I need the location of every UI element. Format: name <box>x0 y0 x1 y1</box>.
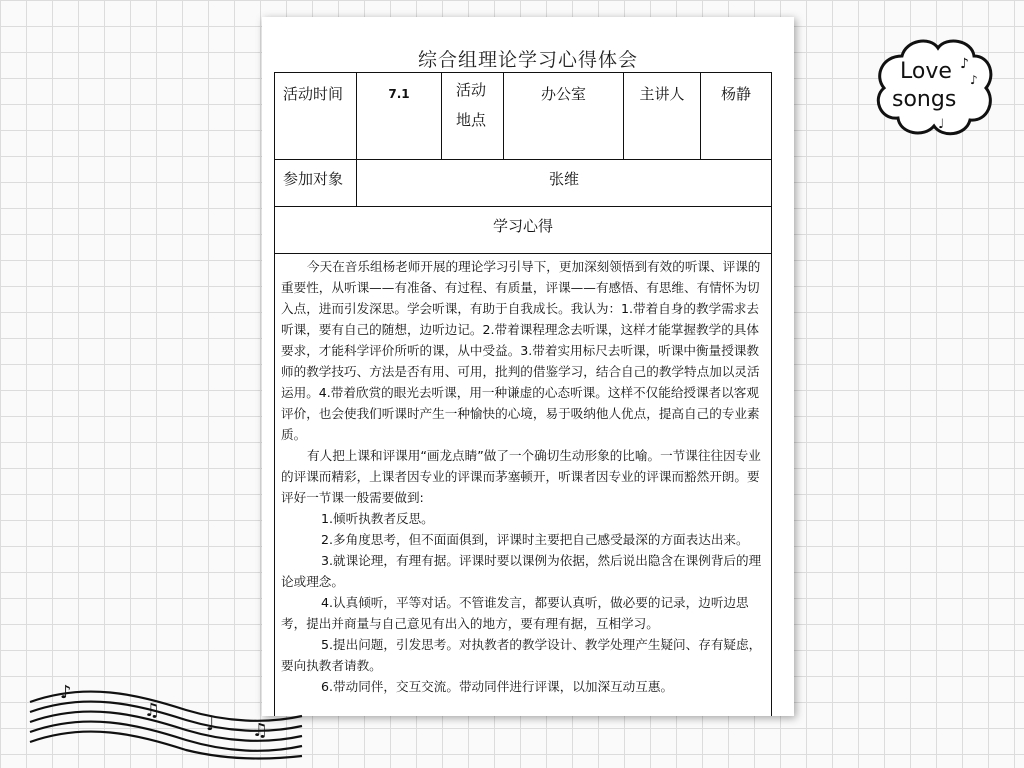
love-songs-cloud-icon <box>872 34 998 142</box>
attendee-value: 张维 <box>357 160 772 207</box>
section-heading: 学习心得 <box>275 207 772 254</box>
place-value: 办公室 <box>504 73 624 160</box>
place-label-line1: 活动 <box>456 81 487 99</box>
time-value: 7.1 <box>357 73 442 160</box>
place-label-line2: 地点 <box>456 111 487 129</box>
table-row <box>275 160 772 207</box>
paragraph: 2.多角度思考，但不面面俱到，评课时主要把自己感受最深的方面表达出来。 <box>321 532 749 547</box>
music-staff-decoration <box>26 680 306 760</box>
paragraph: 6.带动同伴，交互交流。带动同伴进行评课，以加深互动互惠。 <box>321 679 674 694</box>
attendee-label: 参加对象 <box>275 160 357 207</box>
table-row <box>275 73 772 160</box>
table-row <box>275 254 772 717</box>
speaker-label: 主讲人 <box>624 73 701 160</box>
table-row <box>275 207 772 254</box>
music-note-icon: ♫ <box>144 700 161 721</box>
document-page <box>262 17 794 716</box>
paragraph: 1.倾听执教者反思。 <box>321 511 434 526</box>
music-note-icon: ♪ <box>970 73 978 87</box>
paragraph: 有人把上课和评课用“画龙点睛”做了一个确切生动形象的比喻。一节课往往因专业的评课而精彩，上课者因专业的评课而茅塞顿开，听课者因专业的评课而豁然开朗。要评好一节课一般需要做到: <box>281 448 761 505</box>
place-label <box>442 73 504 160</box>
music-note-icon: ♩ <box>206 714 215 735</box>
songs-text: songs <box>892 87 957 112</box>
music-note-icon: ♫ <box>252 720 269 741</box>
time-label: 活动时间 <box>275 73 357 160</box>
paragraph: 3.就课论理，有理有据。评课时要以课例为依据，然后说出隐含在课例背后的理论或理念。 <box>281 553 762 589</box>
music-note-icon: ♪ <box>960 56 969 72</box>
paragraph: 今天在音乐组杨老师开展的理论学习引导下，更加深刻领悟到有效的听课、评课的重要性，从听课——有准备、有过程、有质量，评课——有感悟、有思维、有情怀为切入点，进而引发深思。学会听课，有助于自我成长。我认为：1.带着自身的教学需求去听课，要有自己的随想，边听边记。2.带着课程理念去听课，这样才能掌握教学的具体要求，才能科学评价所听的课，从中受益。3.带着实用标尺去听课，听课中衡量授课教师的教学技巧、方法是否有用、可用，批判的借鉴学习，结合自己的教学特点加以灵活运用。4.带着欣赏的眼光去听课，用一种谦虚的心态听课。这样不仅能给授课者以客观评价，也会使我们听课时产生一种愉快的心境，易于吸纳他人优点，提高自己的专业素质。 <box>281 259 761 442</box>
reflection-body <box>275 254 772 717</box>
music-note-icon: ♪ <box>60 682 72 703</box>
document-title: 综合组理论学习心得体会 <box>417 49 638 71</box>
music-note-icon: ♩ <box>938 117 945 132</box>
paragraph: 5.提出问题，引发思考。对执教者的教学设计、教学处理产生疑问、存有疑虑，要向执教者请教。 <box>281 637 762 673</box>
paragraph: 4.认真倾听，平等对话。不管谁发言，都要认真听，做必要的记录，边听边思考，提出并商量与自己意见有出入的地方，要有理有据，互相学习。 <box>281 595 749 631</box>
activity-table <box>274 72 772 716</box>
love-text: Love <box>900 59 952 84</box>
speaker-value: 杨静 <box>701 73 772 160</box>
